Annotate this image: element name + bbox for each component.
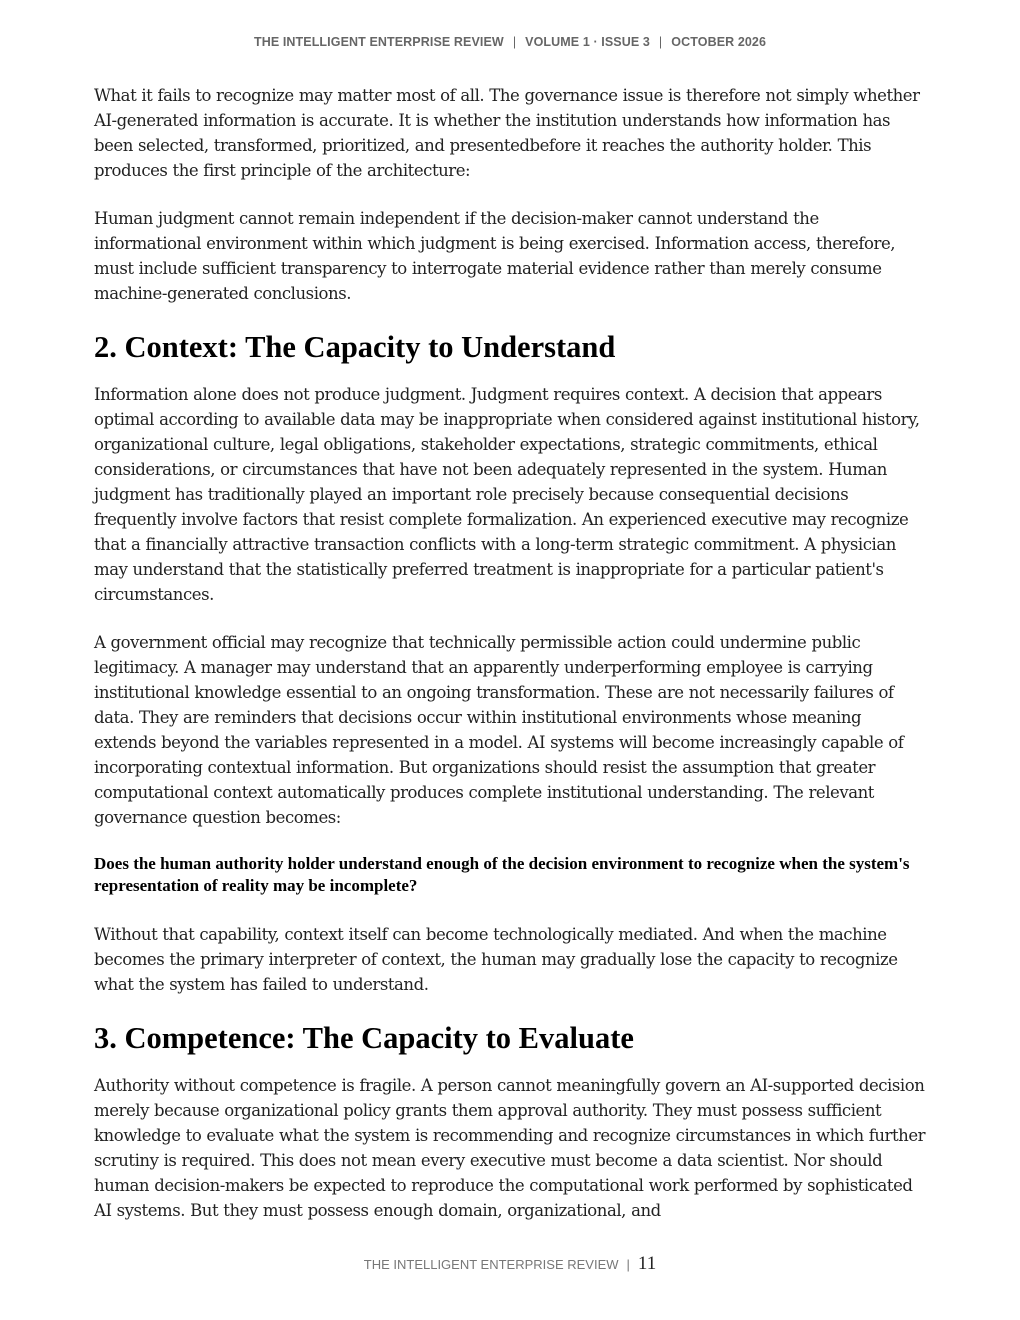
running-footer — [0, 1253, 1020, 1275]
body-paragraph: Human judgment cannot remain independent if the decision-maker cannot understand the informational environment within which judgment is being exercised. Information access, therefore, must include sufficient transparency to interrogate material evidence rather than merely consume machine-generated conclusions. — [94, 209, 896, 303]
article-body — [94, 83, 926, 1246]
footer-publication: THE INTELLIGENT ENTERPRISE REVIEW — [363, 1257, 619, 1272]
footer-separator: | — [626, 1257, 630, 1272]
body-paragraph: Without that capability, context itself can become technologically mediated. And when the machine becomes the primary interpreter of context, the human may gradually lose the capacity to recognize what the system has failed to understand. — [94, 925, 898, 994]
page-number: 11 — [637, 1253, 657, 1274]
section-heading-context: 2. Context: The Capacity to Understand — [94, 330, 616, 364]
running-header — [0, 35, 1020, 49]
body-paragraph: What it fails to recognize may matter most of all. The governance issue is therefore not simply whether AI-generated information is accurate. It is whether the institution understands how information has been selected, transformed, prioritized, and presentedbefore it reaches the authority holder. This produces the first principle of the architecture: — [94, 86, 920, 180]
header-date: OCTOBER 2026 — [671, 35, 767, 49]
body-paragraph: Information alone does not produce judgment. Judgment requires context. A decision that appears optimal according to available data may be inappropriate when considered against institutional history, organizational culture, legal obligations, stakeholder expectations, strategic commitments, ethical considerations, or circumstances that have not been adequately represented in the system. Human judgment has traditionally played an important role precisely because consequential decisions frequently involve factors that resist complete formalization. An experienced executive may recognize that a financially attractive transaction conflicts with a long-term strategic commitment. A physician may understand that the statistically preferred treatment is inappropriate for a particular patient's circumstances. — [94, 385, 920, 604]
governance-question-callout: Does the human authority holder understand enough of the decision environment to recognize when the system's representation of reality may be incomplete? — [94, 854, 910, 895]
body-paragraph: A government official may recognize that technically permissible action could undermine public legitimacy. A manager may understand that an apparently underperforming employee is carrying institutional knowledge essential to an ongoing transformation. These are not necessarily failures of data. They are reminders that decisions occur within institutional environments whose meaning extends beyond the variables represented in a model. AI systems will become increasingly capable of incorporating contextual information. But organizations should resist the assumption that greater computational context automatically produces complete institutional understanding. The relevant governance question becomes: — [94, 633, 904, 827]
header-publication: THE INTELLIGENT ENTERPRISE REVIEW — [253, 35, 504, 49]
section-heading-competence: 3. Competence: The Capacity to Evaluate — [94, 1021, 634, 1055]
header-issue: VOLUME 1 · ISSUE 3 — [525, 35, 650, 49]
header-separator: | — [512, 35, 517, 49]
header-separator: | — [658, 35, 663, 49]
body-paragraph: Authority without competence is fragile. A person cannot meaningfully govern an AI-supported decision merely because organizational policy grants them approval authority. They must possess sufficient knowledge to evaluate what the system is recommending and recognize circumstances in which further scrutiny is required. This does not mean every executive must become a data scientist. Nor should human decision-makers be expected to reproduce the computational work performed by sophisticated AI systems. But they must possess enough domain, organizational, and — [94, 1076, 926, 1220]
